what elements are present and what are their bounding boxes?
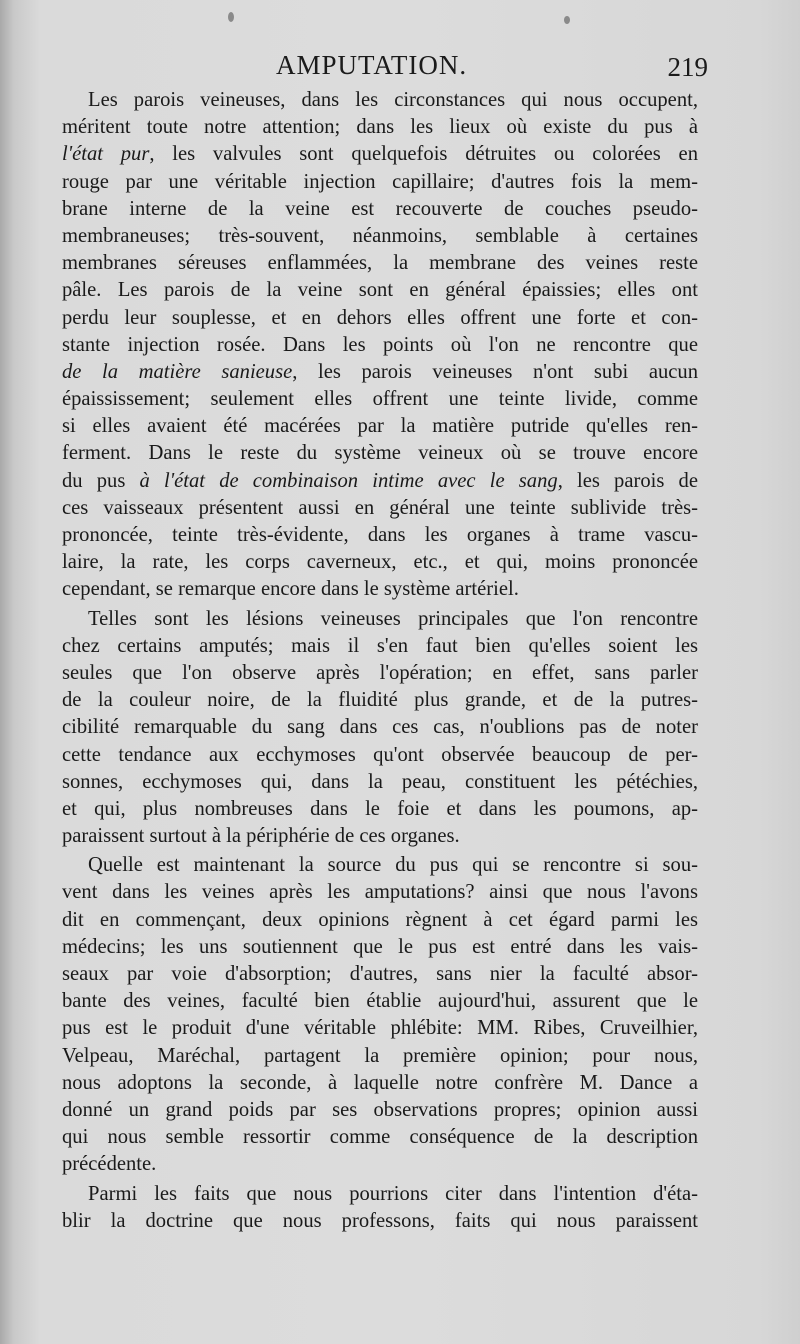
text-segment: donné un grand poids par ses observations propres; opinion aussi — [62, 1098, 698, 1121]
text-segment: nous adoptons la seconde, à laquelle notre confrère M. Dance a — [62, 1071, 698, 1094]
text-segment: bante des veines, faculté bien établie aujourd'hui, assurent que le — [62, 990, 698, 1013]
text-line — [62, 223, 698, 250]
text-segment: et qui, plus nombreuses dans le foie et dans les poumons, ap- — [62, 797, 698, 820]
text-line — [62, 879, 698, 906]
text-line — [62, 196, 698, 223]
text-segment: , les parois de — [557, 469, 698, 492]
page-title: AMPUTATION. — [276, 50, 468, 80]
paragraph — [62, 1181, 698, 1235]
text-segment: laire, la rate, les corps caverneux, etc., et qui, moins prononcée — [62, 551, 698, 574]
text-segment: membraneuses; très-souvent, néanmoins, semblable à certaines — [62, 224, 698, 247]
body-text — [62, 87, 698, 1235]
text-line — [62, 87, 698, 114]
text-line — [62, 440, 698, 467]
text-line — [62, 495, 698, 522]
text-line — [62, 468, 698, 495]
ink-spot — [228, 12, 234, 22]
ink-spot — [564, 16, 570, 24]
text-segment: de la couleur noire, de la fluidité plus grande, et de la putres- — [62, 689, 698, 712]
text-segment: brane interne de la veine est recouverte de couches pseudo- — [62, 197, 698, 220]
text-segment: Velpeau, Maréchal, partagent la première opinion; pour nous, — [62, 1044, 698, 1067]
paragraph — [62, 606, 698, 851]
text-segment: médecins; les uns soutiennent que le pus est entré dans les vais- — [62, 935, 698, 958]
text-segment: membranes séreuses enflammées, la membrane des veines reste — [62, 252, 698, 275]
text-segment: épaississement; seulement elles offrent une teinte livide, comme — [62, 388, 698, 411]
text-line — [62, 359, 698, 386]
text-segment: cibilité remarquable du sang dans ces cas, n'oublions pas de noter — [62, 716, 698, 739]
text-line — [62, 823, 698, 850]
text-segment: stante injection rosée. Dans les points où l'on ne rencontre que — [62, 333, 698, 356]
text-line — [62, 386, 698, 413]
text-line — [62, 1151, 698, 1178]
paragraph — [62, 87, 698, 604]
text-line — [62, 277, 698, 304]
text-line — [62, 413, 698, 440]
text-line — [62, 1015, 698, 1042]
text-segment: Les parois veineuses, dans les circonstances qui nous occupent, — [88, 89, 698, 111]
text-segment: du pus — [62, 469, 140, 492]
italic-text: à l'état de combinaison intime avec le sang — [139, 469, 558, 492]
text-line — [62, 714, 698, 741]
text-line — [62, 687, 698, 714]
text-segment: paraissent surtout à la périphérie de ces organes. — [62, 825, 460, 848]
text-line — [62, 742, 698, 769]
text-segment: Telles sont les lésions veineuses principales que l'on rencontre — [88, 607, 698, 630]
text-segment: , les valvules sont quelquefois détruites ou colorées en — [149, 143, 698, 166]
text-segment: blir la doctrine que nous professons, faits qui nous paraissent — [62, 1209, 698, 1232]
text-segment: Quelle est maintenant la source du pus qui se rencontre si sou- — [88, 854, 698, 877]
text-segment: pâle. Les parois de la veine sont en général épaissies; elles ont — [62, 279, 698, 302]
text-segment: précédente. — [62, 1153, 157, 1176]
text-segment: rouge par une véritable injection capillaire; d'autres fois la mem- — [62, 170, 698, 193]
text-segment: cependant, se remarque encore dans le système artériel. — [62, 578, 519, 601]
text-line — [62, 549, 698, 576]
text-line — [62, 1043, 698, 1070]
text-line — [62, 769, 698, 796]
text-segment: Parmi les faits que nous pourrions citer dans l'intention d'éta- — [88, 1182, 698, 1205]
text-line — [62, 961, 698, 988]
text-line — [62, 1070, 698, 1097]
text-line — [62, 907, 698, 934]
text-segment: ces vaisseaux présentent aussi en général une teinte sublivide très- — [62, 496, 698, 519]
text-line — [62, 852, 698, 879]
text-line — [62, 988, 698, 1015]
text-segment: , les parois veineuses n'ont subi aucun — [292, 360, 698, 383]
text-line — [62, 250, 698, 277]
italic-text: l'état pur — [62, 143, 150, 166]
text-segment: qui nous semble ressortir comme conséquence de la description — [62, 1126, 698, 1149]
text-line — [62, 934, 698, 961]
running-head — [60, 48, 712, 88]
text-segment: sonnes, ecchymoses qui, dans la peau, constituent les pétéchies, — [62, 770, 698, 793]
text-segment: méritent toute notre attention; dans les lieux où existe du pus à — [62, 116, 698, 139]
text-line — [62, 576, 698, 603]
text-segment: vent dans les veines après les amputations? ainsi que nous l'avons — [62, 881, 698, 904]
text-segment: pus est le produit d'une véritable phlébite: MM. Ribes, Cruveilhier, — [62, 1017, 698, 1040]
page-number: 219 — [667, 52, 708, 82]
text-line — [62, 1208, 698, 1235]
text-segment: ferment. Dans le reste du système veineux où se trouve encore — [62, 442, 698, 465]
text-segment: dit en commençant, deux opinions règnent à cet égard parmi les — [62, 908, 698, 931]
text-line — [62, 141, 698, 168]
paragraph — [62, 852, 698, 1178]
text-line — [62, 633, 698, 660]
text-segment: prononcée, teinte très-évidente, dans les organes à trame vascu- — [62, 524, 698, 546]
text-line — [62, 332, 698, 359]
text-line — [62, 1124, 698, 1151]
text-line — [62, 1181, 698, 1208]
text-segment: si elles avaient été macérées par la matière putride qu'elles ren- — [62, 415, 698, 438]
text-line — [62, 169, 698, 196]
italic-text: de la matière sanieuse — [62, 360, 293, 383]
text-segment: perdu leur souplesse, et en dehors elles offrent une forte et con- — [62, 306, 698, 329]
text-segment: seules que l'on observe après l'opération; en effet, sans parler — [62, 661, 698, 684]
text-line — [62, 522, 698, 549]
text-line — [62, 796, 698, 823]
text-line — [62, 305, 698, 332]
text-line — [62, 660, 698, 687]
text-segment: cette tendance aux ecchymoses qu'ont observée beaucoup de per- — [62, 743, 698, 766]
text-segment: chez certains amputés; mais il s'en faut bien qu'elles soient les — [62, 634, 698, 657]
text-line — [62, 606, 698, 633]
text-line — [62, 1097, 698, 1124]
text-segment: seaux par voie d'absorption; d'autres, sans nier la faculté absor- — [62, 963, 698, 985]
text-line — [62, 114, 698, 141]
